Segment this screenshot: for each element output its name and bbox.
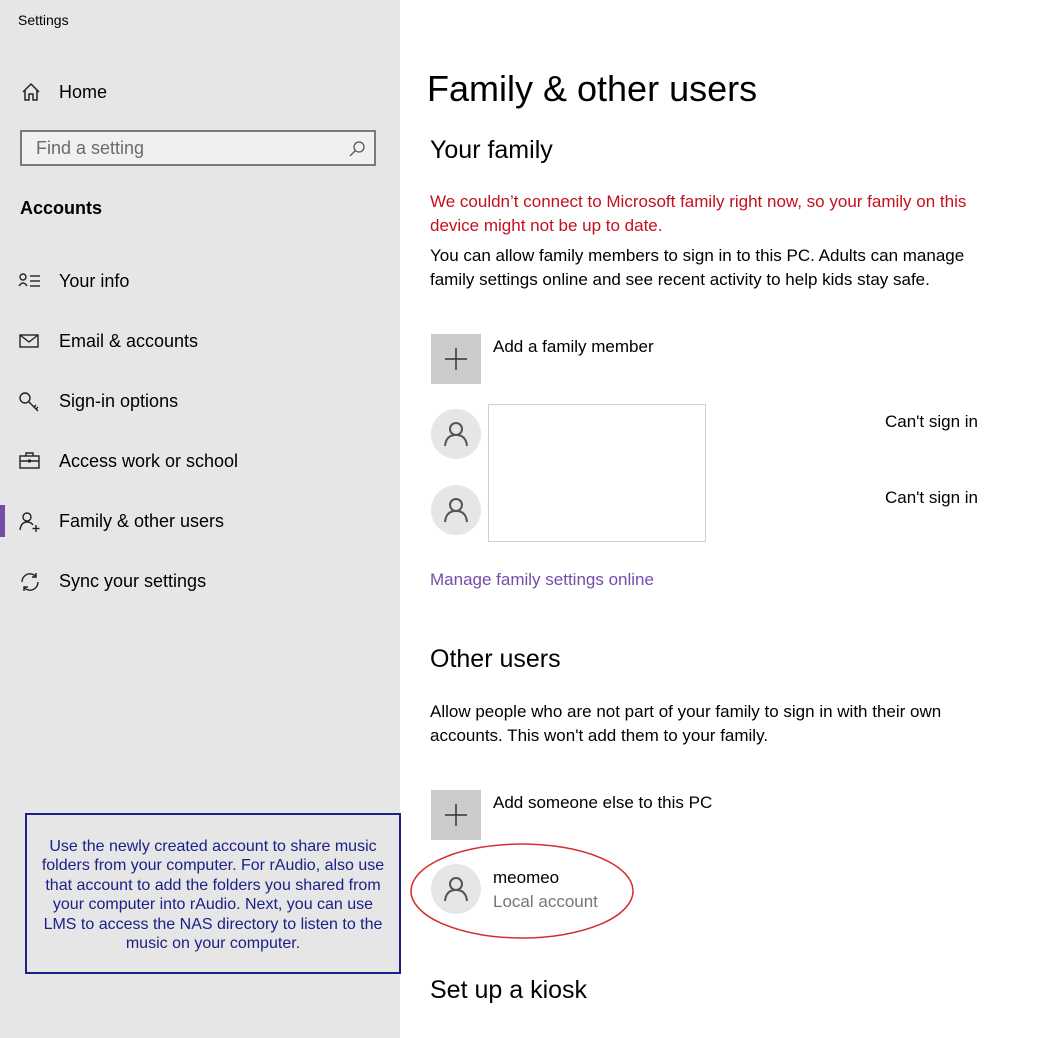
family-description: You can allow family members to sign in to this PC. Adults can manage family settings online and see recent activity to help kids stay safe. <box>430 246 965 289</box>
add-family-member-label[interactable]: Add a family member <box>493 337 654 356</box>
your-family-heading: Your family <box>430 136 553 164</box>
mail-icon <box>18 331 42 351</box>
manage-family-link[interactable]: Manage family settings online <box>430 570 654 589</box>
person-add-icon <box>18 511 42 531</box>
window-title: Settings <box>18 12 69 28</box>
briefcase-icon <box>18 451 42 471</box>
home-icon <box>20 81 42 103</box>
sidebar-item-label: Email & accounts <box>59 331 199 351</box>
member-status: Can't sign in <box>884 412 978 431</box>
avatar <box>431 409 481 459</box>
home-nav-item[interactable] <box>0 72 400 112</box>
person-icon <box>444 421 468 447</box>
sidebar-item-sync-settings[interactable] <box>0 561 400 601</box>
add-family-member-button[interactable] <box>431 334 481 384</box>
kiosk-heading: Set up a kiosk <box>430 976 588 1004</box>
main-content <box>400 0 1054 1038</box>
search-box[interactable] <box>20 130 376 166</box>
sidebar-item-sign-in-options[interactable] <box>0 381 400 421</box>
sidebar-item-email-accounts[interactable] <box>0 321 400 361</box>
other-users-description: Allow people who are not part of your family to sign in with their own accounts. This won't add them to your family. <box>430 702 942 745</box>
sidebar-item-label: Family & other users <box>59 511 225 531</box>
avatar <box>431 485 481 535</box>
highlight-ellipse <box>410 842 634 940</box>
plus-icon <box>444 347 468 371</box>
user-name[interactable]: meomeo <box>493 868 560 887</box>
member-status: Can't sign in <box>884 488 978 507</box>
sidebar-item-label: Access work or school <box>59 451 239 471</box>
family-member-names-redacted <box>488 404 706 542</box>
annotation-note: Use the newly created account to share music folders from your computer. For rAudio, also use that account to add the folders you shared from your computer into rAudio. Next, you can use LMS to access the NAS directory to listen to the music on your computer. <box>25 813 401 974</box>
section-heading: Accounts <box>20 198 103 218</box>
sidebar-item-label: Your info <box>59 271 130 291</box>
sidebar-item-access-work[interactable] <box>0 441 400 481</box>
person-icon <box>444 497 468 523</box>
add-someone-else-button[interactable] <box>431 790 481 840</box>
sidebar-item-label: Sign-in options <box>59 391 179 411</box>
key-icon <box>18 391 42 411</box>
plus-icon <box>444 803 468 827</box>
sidebar-item-your-info[interactable] <box>0 261 400 301</box>
sidebar-item-family-other-users[interactable] <box>0 501 400 541</box>
other-users-heading: Other users <box>430 645 561 673</box>
sync-icon <box>18 571 42 591</box>
family-warning-text: We couldn’t connect to Microsoft family right now, so your family on this device might not be up to date. <box>430 192 967 235</box>
sidebar-item-label: Sync your settings <box>59 571 207 591</box>
person-card-icon <box>18 271 42 291</box>
search-icon[interactable] <box>348 140 366 158</box>
search-input[interactable] <box>22 132 356 164</box>
home-label: Home <box>59 82 108 102</box>
user-account-type: Local account <box>493 892 598 911</box>
page-title: Family & other users <box>427 68 758 109</box>
add-someone-else-label[interactable]: Add someone else to this PC <box>493 793 713 812</box>
